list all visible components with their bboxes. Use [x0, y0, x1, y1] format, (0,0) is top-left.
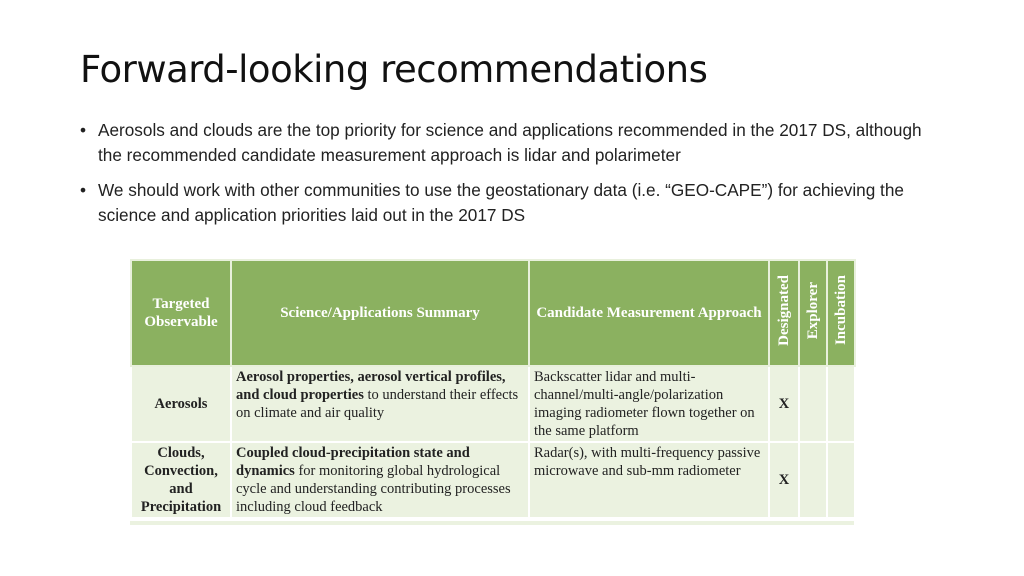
summary-bold: Coupled cloud-precipitation state and dynamics — [236, 445, 470, 479]
cell-approach: Backscatter lidar and multi-channel/multi-angle/polarization imaging radiometer flown together on the same platform — [529, 366, 769, 442]
header-designated-label: Designated — [776, 275, 792, 346]
header-measurement-approach: Candidate Measurement Approach — [529, 260, 769, 366]
header-designated — [769, 260, 799, 366]
header-science-summary: Science/Applications Summary — [231, 260, 529, 366]
header-targeted-observable: Targeted Observable — [131, 260, 231, 366]
table-header-row — [131, 260, 855, 366]
bullet-list — [80, 118, 950, 238]
cell-incubation — [827, 366, 855, 442]
recommendations-table — [130, 259, 856, 519]
cell-designated: X — [769, 442, 799, 518]
table-row — [131, 366, 855, 442]
bullet-text: Aerosols and clouds are the top priority for science and applications recommended in the 2017 DS, although the recommended candidate measurement approach is lidar and polarimeter — [98, 120, 922, 165]
cell-observable: Clouds, Convection, and Precipitation — [131, 442, 231, 518]
summary-bold: Aerosol properties, aerosol vertical profiles, and cloud properties — [236, 369, 506, 403]
header-explorer-label: Explorer — [805, 281, 821, 340]
cell-summary — [231, 442, 529, 518]
cell-explorer — [799, 442, 827, 518]
bullet-item — [80, 178, 950, 228]
cell-observable: Aerosols — [131, 366, 231, 442]
bullet-dot-icon: • — [80, 120, 87, 140]
bullet-text: We should work with other communities to use the geostationary data (i.e. “GEO-CAPE”) for achieving the science and application priorities laid out in the 2017 DS — [98, 180, 904, 225]
summary-rest: to understand their effects on climate and air quality — [236, 387, 519, 421]
header-incubation — [827, 260, 855, 366]
table-bottom-strip — [130, 521, 854, 525]
cell-approach: Radar(s), with multi-frequency passive microwave and sub-mm radiometer — [529, 442, 769, 518]
header-incubation-label: Incubation — [833, 275, 849, 346]
bullet-dot-icon: • — [80, 180, 87, 200]
cell-explorer — [799, 366, 827, 442]
cell-designated: X — [769, 366, 799, 442]
bullet-item — [80, 118, 950, 168]
slide-title: Forward-looking recommendations — [80, 48, 708, 91]
table-row — [131, 442, 855, 518]
header-explorer — [799, 260, 827, 366]
cell-incubation — [827, 442, 855, 518]
cell-summary — [231, 366, 529, 442]
summary-rest: for monitoring global hydrological cycle and understanding contributing processes including cloud feedback — [236, 463, 511, 515]
